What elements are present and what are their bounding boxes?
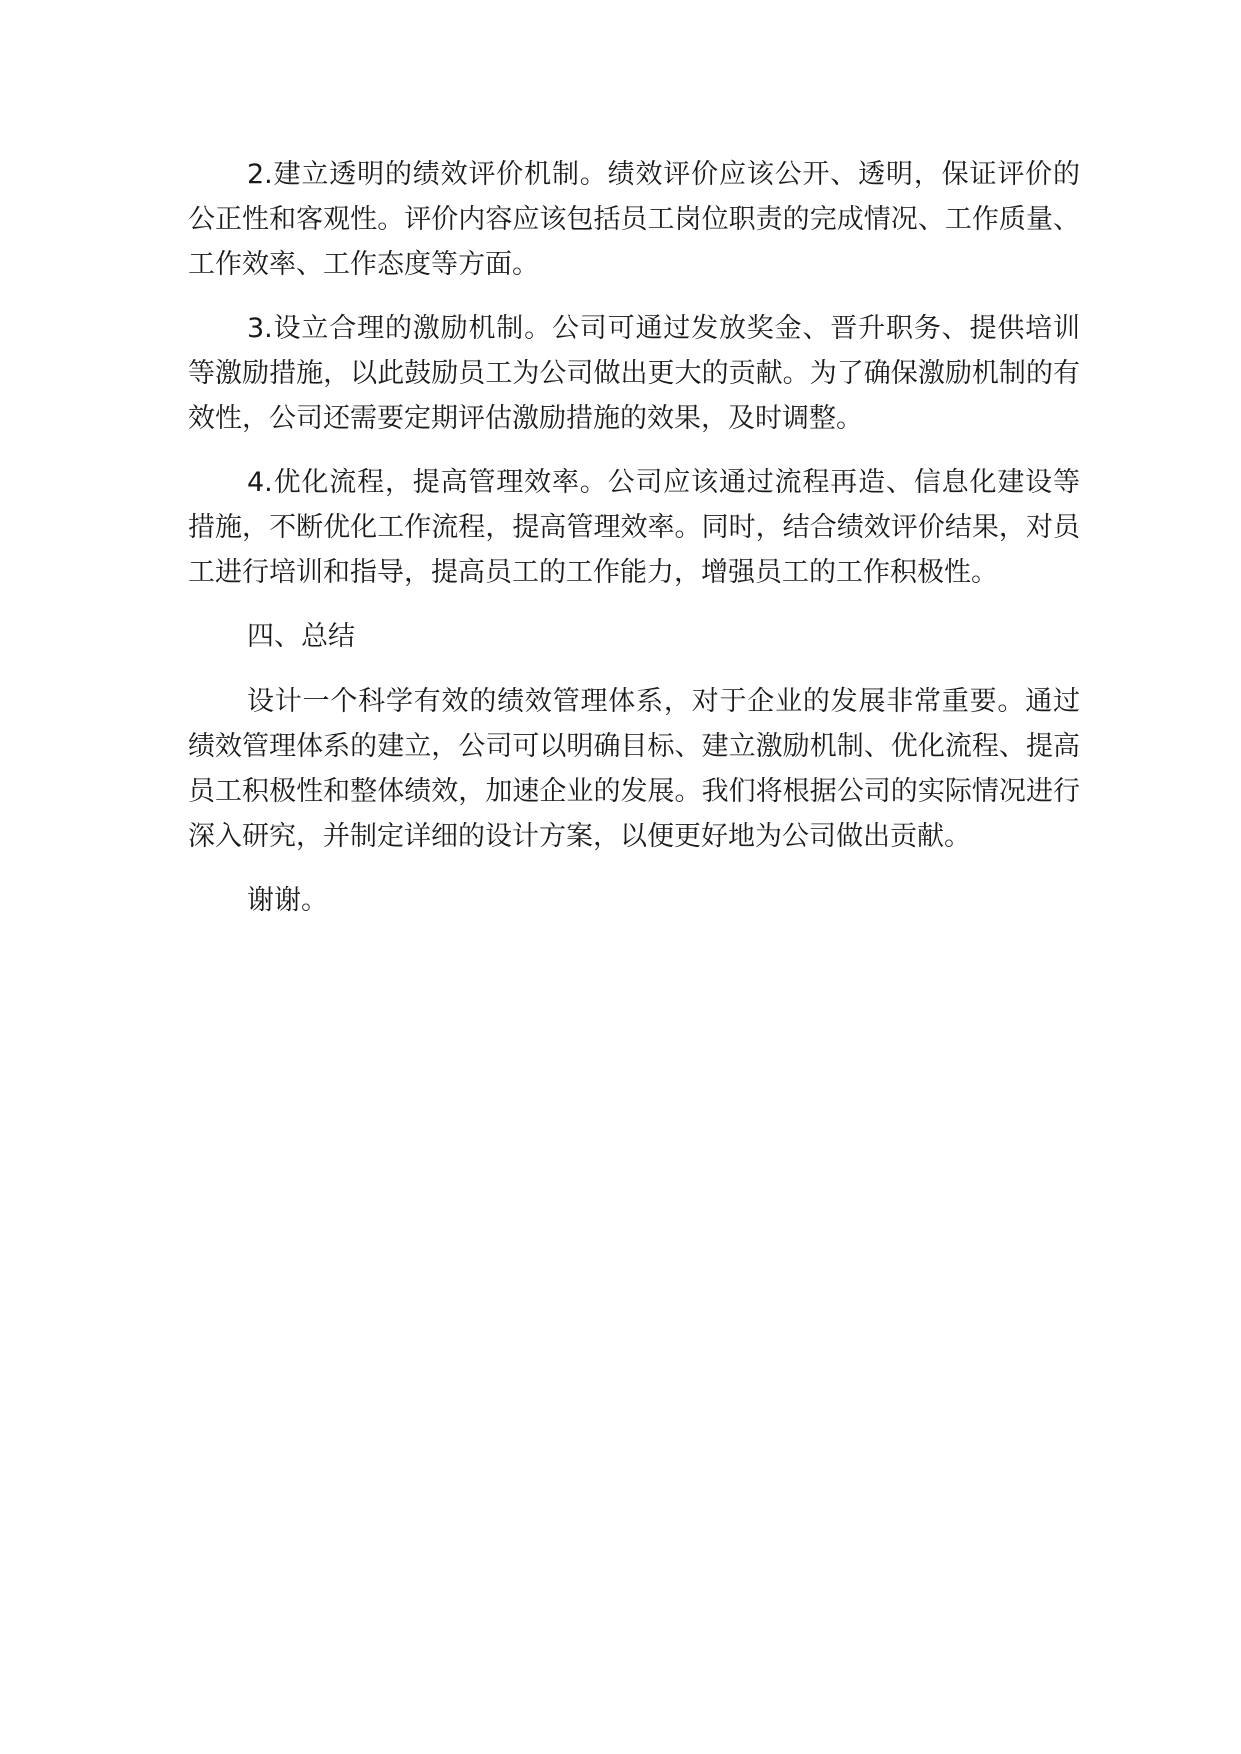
paragraph-point-4: 4.优化流程，提高管理效率。公司应该通过流程再造、信息化建设等措施，不断优化工作流程，提高管理效率。同时，结合绩效评价结果，对员工进行培训和指导，提高员工的工作能力，增强员工的工作积极性。 [188,467,1080,588]
paragraph-summary: 设计一个科学有效的绩效管理体系，对于企业的发展非常重要。通过绩效管理体系的建立，公司可以明确目标、建立激励机制、优化流程、提高员工积极性和整体绩效，加速企业的发展。我们将根据公司的实际情况进行深入研究，并制定详细的设计方案，以便更好地为公司做出贡献。 [188,686,1080,852]
section-heading-summary: 四、总结 [247,621,355,652]
paragraph-point-2: 2.建立透明的绩效评价机制。绩效评价应该公开、透明，保证评价的公正性和客观性。评价内容应该包括员工岗位职责的完成情况、工作质量、工作效率、工作态度等方面。 [188,159,1080,280]
document-body [188,152,1080,942]
paragraph-closing: 谢谢。 [247,885,328,916]
paragraph-point-3: 3.设立合理的激励机制。公司可通过发放奖金、晋升职务、提供培训等激励措施，以此鼓励员工为公司做出更大的贡献。为了确保激励机制的有效性，公司还需要定期评估激励措施的效果，及时调整。 [188,313,1080,434]
